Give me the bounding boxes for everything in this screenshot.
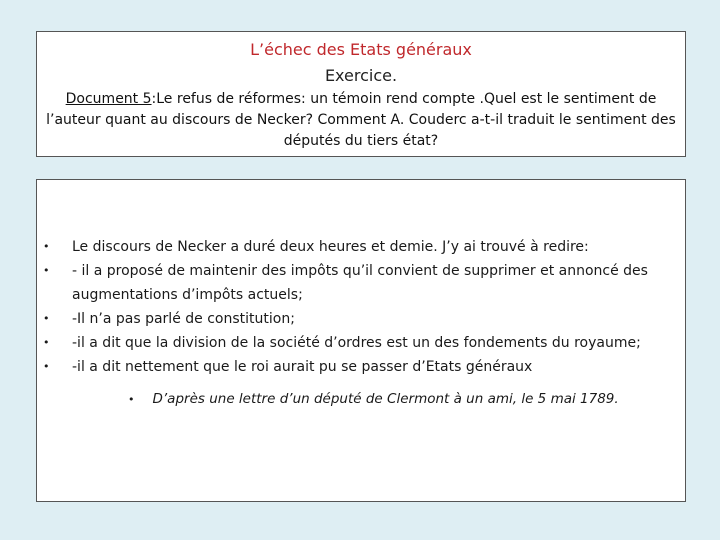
source-text: D’après une lettre d’un député de Clermont à un ami, le 5 mai 1789. <box>152 391 619 407</box>
list-item-text: - il a proposé de maintenir des impôts qu’il convient de supprimer et annoncé des augmentations d’impôts actuels; <box>72 263 648 303</box>
bullet-icon: • <box>43 264 50 277</box>
list-item <box>37 259 685 307</box>
list-item <box>37 307 685 331</box>
list-item <box>37 355 685 379</box>
list-item-text: -il a dit nettement que le roi aurait pu se passer d’Etats généraux <box>72 359 533 375</box>
title-box <box>36 31 686 157</box>
document-reference: Document 5 <box>65 91 152 107</box>
bullet-icon: • <box>43 360 50 373</box>
slide-subtitle: Exercice. <box>324 66 398 85</box>
bullet-icon: • <box>43 336 50 349</box>
list-item-text: Le discours de Necker a duré deux heures et demie. J’y ai trouvé à redire: <box>72 239 589 255</box>
list-item <box>37 235 685 259</box>
exercise-question <box>45 89 677 152</box>
list-item-text: -il a dit que la division de la société d’ordres est un des fondements du royaume; <box>72 335 641 351</box>
bullet-icon: • <box>43 312 50 325</box>
question-text: :Le refus de réformes: un témoin rend compte .Quel est le sentiment de l’auteur quant au discours de Necker? Comment A. Couderc a-t-il traduit le sentiment des députés du tiers état? <box>46 91 676 149</box>
bullet-icon: • <box>43 240 50 253</box>
source-citation <box>128 387 619 412</box>
bullet-icon: • <box>128 393 135 406</box>
slide-title: L’échec des Etats généraux <box>250 40 472 59</box>
list-item <box>37 331 685 355</box>
document-box <box>36 179 686 502</box>
document-excerpt-list <box>37 235 685 379</box>
list-item-text: -Il n’a pas parlé de constitution; <box>72 311 295 327</box>
